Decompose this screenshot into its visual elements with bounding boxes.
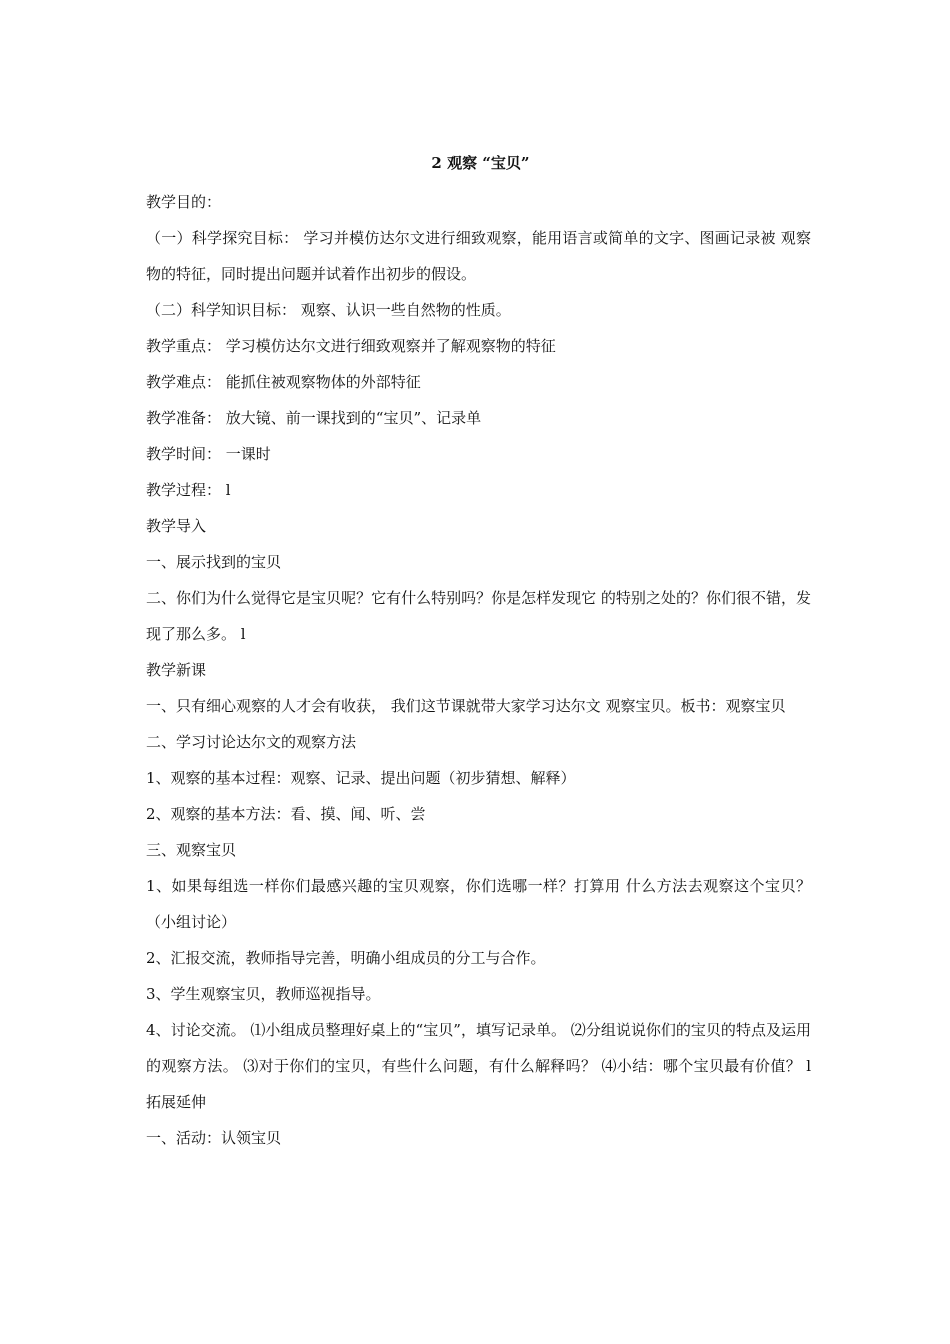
document-title: 2 观察 “宝贝” [431, 154, 530, 172]
text-paragraph: 二、你们为什么觉得它是宝贝呢？它有什么特别吗？你是怎样发现它 的特别之处的？你们很不错，发现了那么多。 l [146, 589, 811, 643]
text-line: 教学时间： 一课时 [146, 445, 271, 463]
text-paragraph: 1、如果每组选一样你们最感兴趣的宝贝观察，你们选哪一样？打算用 什么方法去观察这个宝贝？（小组讨论） [146, 877, 811, 931]
text-paragraph: 一、只有细心观察的人才会有收获， 我们这节课就带大家学习达尔文 观察宝贝。板书：观察宝贝 [146, 697, 786, 715]
text-line: 3、学生观察宝贝，教师巡视指导。 [146, 985, 381, 1003]
text-line: 二、学习讨论达尔文的观察方法 [146, 733, 357, 751]
document-body [146, 150, 811, 1156]
text-line: 一、活动：认领宝贝 [146, 1129, 282, 1147]
text-line: 教学重点： 学习模仿达尔文进行细致观察并了解观察物的特征 [146, 337, 556, 355]
text-line: 2、汇报交流，教师指导完善，明确小组成员的分工与合作。 [146, 949, 546, 967]
text-line: 1、观察的基本过程：观察、记录、提出问题（初步猜想、解释） [146, 769, 576, 787]
text-line: 教学目的： [146, 193, 222, 211]
text-line: 教学准备： 放大镜、前一课找到的“宝贝”、记录单 [146, 409, 482, 427]
text-line: 教学导入 [146, 517, 207, 535]
text-line: 教学难点： 能抓住被观察物体的外部特征 [146, 373, 421, 391]
text-line: （二）科学知识目标： 观察、认识一些自然物的性质。 [146, 301, 511, 319]
text-line: 三、观察宝贝 [146, 841, 237, 859]
text-line: 教学过程： l [146, 481, 231, 499]
text-paragraph: （一）科学探究目标： 学习并模仿达尔文进行细致观察，能用语言或简单的文字、图画记录被 观察物的特征，同时提出问题并试着作出初步的假设。 [146, 229, 811, 283]
text-line: 教学新课 [146, 661, 207, 679]
text-paragraph: 4、讨论交流。 ⑴小组成员整理好桌上的“宝贝”，填写记录单。 ⑵分组说说你们的宝贝的特点及运用的观察方法。 ⑶对于你们的宝贝，有些什么问题，有什么解释吗？ ⑷小结：哪个宝贝最有价值？ l 拓展延伸 [146, 1021, 811, 1111]
text-line: 2、观察的基本方法：看、摸、闻、听、尝 [146, 805, 426, 823]
text-line: 一、展示找到的宝贝 [146, 553, 282, 571]
